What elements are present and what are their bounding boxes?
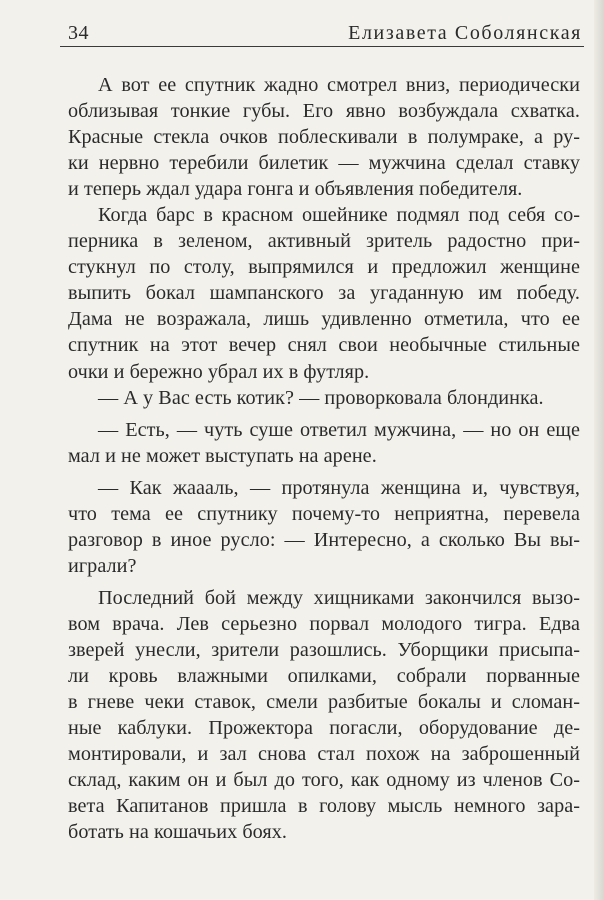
page-edge [594,0,604,900]
text-line: перника в зеленом, активный зритель радостно при- [68,230,580,253]
text-line: Красные стекла очков поблескивали в полумраке, а ру- [68,126,580,149]
text-line: ли кровь влажными опилками, собрали порванные [68,665,580,688]
text-line: вом врача. Лев серьезно порвал молодого тигра. Едва [68,612,580,635]
text-line: спутник на этот вечер снял свои необычные стильные [68,334,580,357]
body-text [68,72,580,845]
text-line: играли? [68,554,137,577]
running-head: Елизавета Соболянская [348,22,582,44]
text-line: Когда барс в красном ошейнике подмял под себя со- [98,204,580,227]
text-line: и теперь ждал удара гонга и объявления победителя. [68,178,523,201]
text-line: — Есть, — чуть суше ответил мужчина, — но он еще [98,418,580,441]
text-line: склад, каким он и был до того, как одному из членов Со- [68,769,580,792]
text-line: ные каблуки. Прожектора погасли, оборудование де- [68,717,580,740]
text-line: выпить бокал шампанского за угаданную им победу. [68,282,580,305]
text-line: в гневе чеки ставок, смели разбитые бокалы и сломан- [68,691,580,714]
text-line: ботать на кошачьих боях. [68,821,287,844]
text-line: очки и бережно убрал их в футляр. [68,360,370,383]
text-line: облизывая тонкие губы. Его явно возбуждала схватка. [68,100,580,123]
text-line: вета Капитанов пришла в голову мысль немного зара- [68,795,580,818]
text-line: зверей унесли, зрители разошлись. Уборщики присыпа- [68,638,580,661]
text-line: стукнул по столу, выпрямился и предложил женщине [68,256,580,279]
text-line: Дама не возражала, лишь удивленно отметила, что ее [68,308,580,331]
text-line: монтировали, и зал снова стал похож на заброшенный [68,743,580,766]
text-line: ки нервно теребили билетик — мужчина сделал ставку [68,152,580,175]
text-line: — Как жаааль, — протянула женщина и, чувствуя, [98,476,580,499]
text-line: А вот ее спутник жадно смотрел вниз, периодически [98,74,580,96]
text-line: что тема ее спутнику почему-то неприятна, перевела [68,502,580,525]
text-line: разговор в иное русло: — Интересно, а сколько Вы вы- [68,528,580,551]
text-line: Последний бой между хищниками закончился вызо- [98,586,580,609]
text-line: — А у Вас есть котик? — проворковала блондинка. [98,386,544,409]
page-header [60,14,584,47]
page-number: 34 [68,22,89,44]
text-line: мал и не может выступать на арене. [68,444,377,467]
